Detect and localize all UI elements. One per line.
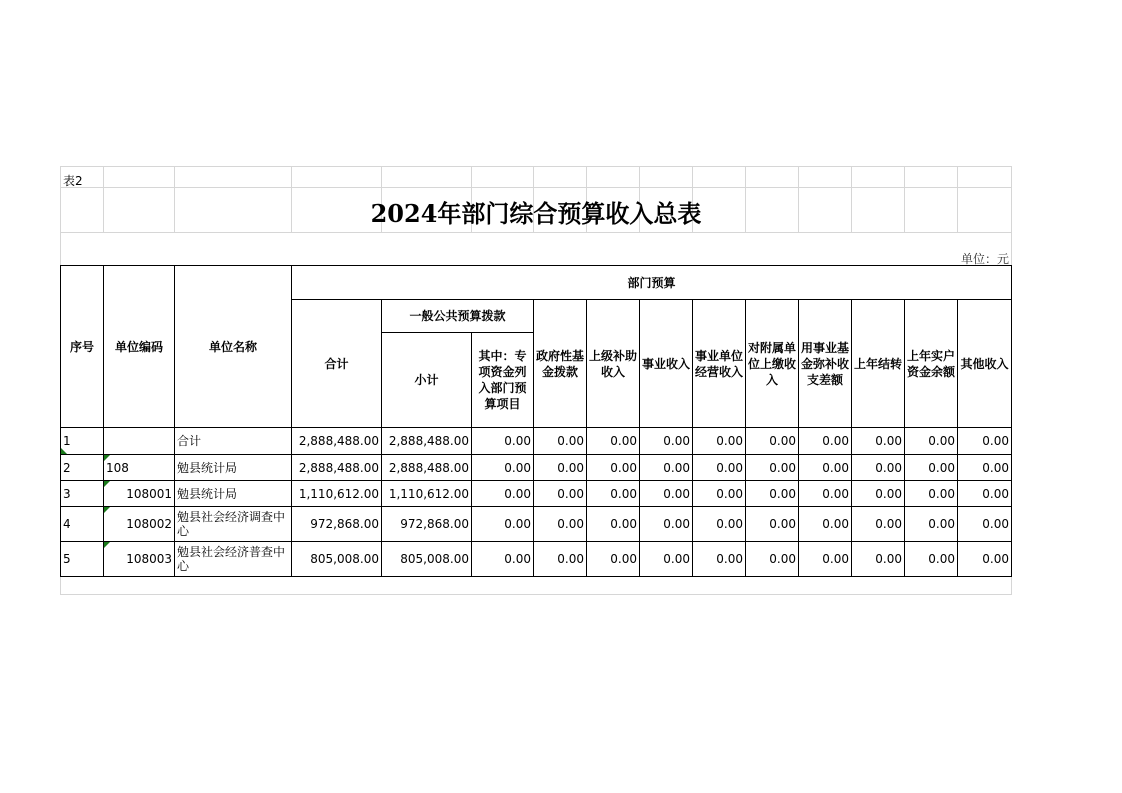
cell-value: 0.00 bbox=[534, 481, 587, 507]
header-seq: 序号 bbox=[61, 266, 104, 428]
table-row bbox=[61, 481, 1012, 507]
cell-value: 2,888,488.00 bbox=[292, 428, 382, 455]
header-subtotal: 小计 bbox=[382, 333, 472, 428]
cell-value: 0.00 bbox=[640, 507, 693, 542]
cell-value: 0.00 bbox=[852, 455, 905, 481]
table-row bbox=[61, 428, 1012, 455]
cell-value: 0.00 bbox=[534, 507, 587, 542]
header-account-balance: 上年实户资金余额 bbox=[905, 300, 958, 428]
header-affiliated-income: 对附属单位上缴收入 bbox=[746, 300, 799, 428]
cell-seq: 5 bbox=[61, 542, 104, 577]
cell-value: 0.00 bbox=[472, 507, 534, 542]
cell-value: 0.00 bbox=[472, 481, 534, 507]
cell-code: 108001 bbox=[104, 481, 175, 507]
cell-value: 1,110,612.00 bbox=[292, 481, 382, 507]
cell-value: 0.00 bbox=[587, 455, 640, 481]
cell-value: 0.00 bbox=[958, 481, 1012, 507]
cell-value: 0.00 bbox=[587, 428, 640, 455]
cell-value: 805,008.00 bbox=[292, 542, 382, 577]
cell-value: 0.00 bbox=[746, 455, 799, 481]
header-operating-income: 事业单位经营收入 bbox=[693, 300, 746, 428]
gridline bbox=[60, 187, 1012, 188]
table-label: 表2 bbox=[63, 174, 83, 188]
cell-name: 勉县社会经济普查中心 bbox=[175, 542, 292, 577]
cell-value: 0.00 bbox=[852, 481, 905, 507]
cell-value: 0.00 bbox=[746, 542, 799, 577]
budget-table bbox=[60, 265, 1012, 577]
spreadsheet bbox=[60, 166, 1012, 595]
header-total: 合计 bbox=[292, 300, 382, 428]
cell-value: 0.00 bbox=[958, 428, 1012, 455]
cell-value: 0.00 bbox=[472, 542, 534, 577]
cell-seq: 2 bbox=[61, 455, 104, 481]
cell-value: 0.00 bbox=[799, 507, 852, 542]
header-other-income: 其他收入 bbox=[958, 300, 1012, 428]
cell-value: 972,868.00 bbox=[292, 507, 382, 542]
header-special-funds: 其中：专项资金列入部门预算项目 bbox=[472, 333, 534, 428]
cell-value: 0.00 bbox=[534, 542, 587, 577]
header-business-income: 事业收入 bbox=[640, 300, 693, 428]
cell-value: 0.00 bbox=[640, 455, 693, 481]
cell-value: 0.00 bbox=[472, 455, 534, 481]
cell-value: 0.00 bbox=[852, 428, 905, 455]
cell-value: 0.00 bbox=[905, 428, 958, 455]
cell-value: 0.00 bbox=[693, 542, 746, 577]
cell-value: 0.00 bbox=[958, 507, 1012, 542]
cell-value: 0.00 bbox=[905, 542, 958, 577]
cell-seq: 3 bbox=[61, 481, 104, 507]
header-carryover: 上年结转 bbox=[852, 300, 905, 428]
cell-value: 0.00 bbox=[799, 428, 852, 455]
cell-value: 2,888,488.00 bbox=[382, 428, 472, 455]
cell-value: 0.00 bbox=[472, 428, 534, 455]
cell-value: 1,110,612.00 bbox=[382, 481, 472, 507]
cell-value: 0.00 bbox=[587, 507, 640, 542]
cell-value: 0.00 bbox=[587, 542, 640, 577]
cell-value: 972,868.00 bbox=[382, 507, 472, 542]
cell-value: 0.00 bbox=[852, 542, 905, 577]
cell-value: 0.00 bbox=[693, 428, 746, 455]
table-row bbox=[61, 455, 1012, 481]
cell-code: 108003 bbox=[104, 542, 175, 577]
cell-value: 0.00 bbox=[799, 481, 852, 507]
cell-name: 勉县统计局 bbox=[175, 481, 292, 507]
cell-value: 0.00 bbox=[905, 455, 958, 481]
cell-seq: 4 bbox=[61, 507, 104, 542]
cell-value: 0.00 bbox=[905, 507, 958, 542]
cell-value: 0.00 bbox=[640, 542, 693, 577]
cell-code bbox=[104, 428, 175, 455]
cell-value: 0.00 bbox=[746, 428, 799, 455]
cell-value: 805,008.00 bbox=[382, 542, 472, 577]
cell-value: 0.00 bbox=[693, 507, 746, 542]
cell-value: 0.00 bbox=[640, 428, 693, 455]
cell-value: 0.00 bbox=[746, 481, 799, 507]
cell-value: 0.00 bbox=[534, 455, 587, 481]
cell-code: 108002 bbox=[104, 507, 175, 542]
cell-value: 0.00 bbox=[693, 455, 746, 481]
cell-name: 合计 bbox=[175, 428, 292, 455]
cell-value: 0.00 bbox=[587, 481, 640, 507]
cell-value: 0.00 bbox=[640, 481, 693, 507]
gridline bbox=[60, 166, 1012, 167]
cell-name: 勉县统计局 bbox=[175, 455, 292, 481]
header-dept-budget: 部门预算 bbox=[292, 266, 1012, 300]
cell-value: 0.00 bbox=[958, 542, 1012, 577]
cell-value: 0.00 bbox=[852, 507, 905, 542]
cell-value: 2,888,488.00 bbox=[292, 455, 382, 481]
cell-value: 0.00 bbox=[693, 481, 746, 507]
page-title: 2024年部门综合预算收入总表 bbox=[370, 199, 702, 228]
cell-value: 0.00 bbox=[746, 507, 799, 542]
header-fund-balance: 用事业基金弥补收支差额 bbox=[799, 300, 852, 428]
table-row bbox=[61, 507, 1012, 542]
header-unit-name: 单位名称 bbox=[175, 266, 292, 428]
cell-value: 0.00 bbox=[534, 428, 587, 455]
gridline bbox=[60, 594, 1012, 595]
cell-value: 0.00 bbox=[905, 481, 958, 507]
cell-value: 0.00 bbox=[958, 455, 1012, 481]
header-general-public: 一般公共预算拨款 bbox=[382, 300, 534, 333]
cell-value: 0.00 bbox=[799, 542, 852, 577]
cell-value: 0.00 bbox=[799, 455, 852, 481]
gridline bbox=[60, 232, 1012, 233]
header-gov-fund: 政府性基金拨款 bbox=[534, 300, 587, 428]
cell-name: 勉县社会经济调查中心 bbox=[175, 507, 292, 542]
cell-value: 2,888,488.00 bbox=[382, 455, 472, 481]
cell-code: 108 bbox=[104, 455, 175, 481]
header-unit-code: 单位编码 bbox=[104, 266, 175, 428]
cell-seq: 1 bbox=[61, 428, 104, 455]
unit-label: 单位：元 bbox=[960, 252, 1009, 266]
table-row bbox=[61, 542, 1012, 577]
header-superior-subsidy: 上级补助收入 bbox=[587, 300, 640, 428]
